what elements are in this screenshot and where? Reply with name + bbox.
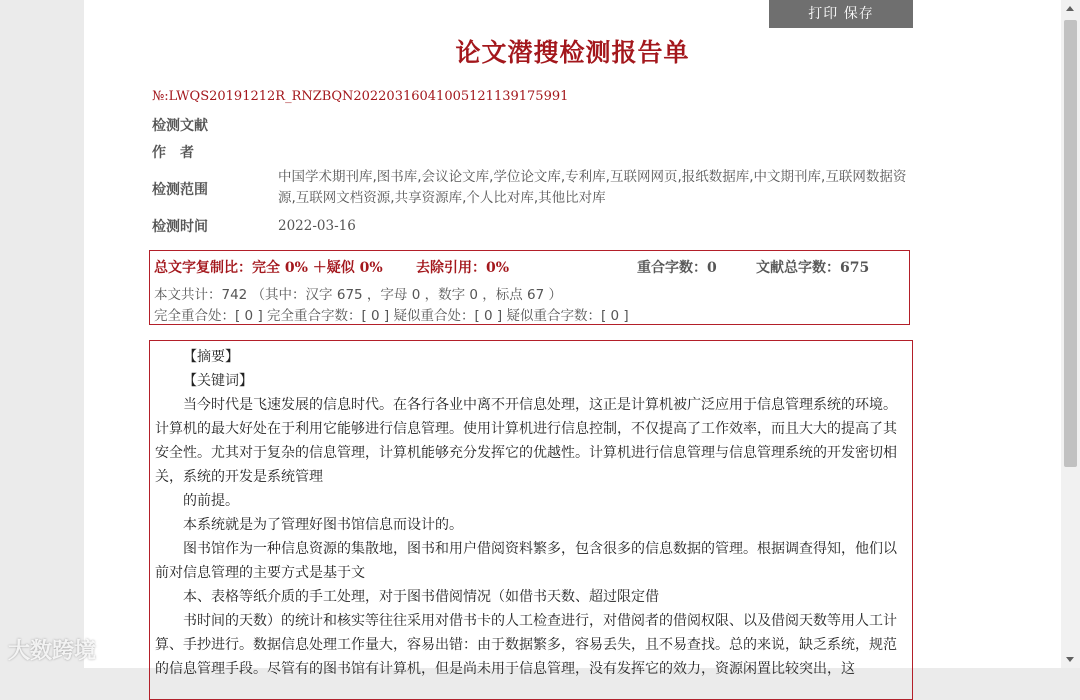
scroll-up-icon[interactable]: [1066, 6, 1074, 11]
summary-box: [149, 250, 910, 325]
content-paragraph: 本、表格等纸介质的手工处理，对于图书借阅情况（如借书天数、超过限定借: [183, 589, 659, 605]
watermark-logo: 大数跨境: [8, 639, 97, 664]
time-value: 2022-03-16: [278, 218, 356, 234]
content-paragraph: 当今时代是飞速发展的信息时代。在各行各业中离不开信息处理，这正是计算机被广泛应用于信息管理系统的环境。计算机的最大好处在于利用它能够进行信息管理。使用计算机进行信息控制，不仅提高了工作效率，而且大大的提高了其安全性。尤其对于复杂的信息管理，计算机能够充分发挥它的优越性。计算机进行信息管理与信息管理系统的开发密切相关，系统的开发是系统管理: [155, 397, 897, 485]
vertical-scrollbar[interactable]: [1061, 0, 1080, 668]
report-page: [84, 0, 1061, 677]
author-label: 作 者: [152, 145, 194, 161]
report-title: 论文潜搜检测报告单: [455, 38, 690, 67]
print-save-button[interactable]: 打印 保存: [769, 0, 913, 28]
content-paragraph: 的前提。: [183, 493, 239, 509]
content-paragraph: 图书馆作为一种信息资源的集散地，图书和用户借阅资料繁多，包含很多的信息数据的管理。根据调查得知，他们以前对信息管理的主要方式是基于文: [155, 541, 897, 581]
content-paragraph: 本系统就是为了管理好图书馆信息而设计的。: [183, 517, 463, 533]
content-box: [149, 340, 913, 700]
scroll-thumb[interactable]: [1064, 20, 1077, 467]
abstract-heading: 【摘要】: [183, 349, 239, 365]
exclude-ref-ratio: 去除引用：0%: [416, 260, 510, 276]
keywords-heading: 【关键词】: [183, 373, 253, 389]
document-label: 检测文献: [152, 118, 208, 134]
overlap-line: 完全重合处：[ 0 ] 完全重合字数：[ 0 ] 疑似重合处：[ 0 ] 疑似重合字数：[ 0 ]: [154, 308, 629, 324]
stats-line: 本文共计：742 （其中：汉字 675 ，字母 0 ，数字 0 ，标点 67 ）: [154, 287, 563, 303]
scope-value: 中国学术期刊库,图书库,会议论文库,学位论文库,专利库,互联网网页,报纸数据库,中文期刊库,互联网数据资源,互联网文档资源,共享资源库,个人比对库,其他比对库: [278, 169, 907, 206]
report-number: №:LWQS20191212R_RNZBQN20220316041005121139175991: [152, 89, 569, 104]
scroll-down-icon[interactable]: [1066, 657, 1074, 662]
overlap-chars: 重合字数：0: [637, 260, 717, 276]
content-paragraph: 书时间的天数）的统计和核实等往往采用对借书卡的人工检查进行，对借阅者的借阅权限、以及借阅天数等用人工计算、手抄进行。数据信息处理工作量大，容易出错：由于数据繁多，容易丢失，且不易查找。总的来说，缺乏系统，规范的信息管理手段。尽管有的图书馆有计算机，但是尚未用于信息管理，没有发挥它的效力，资源闲置比较突出，这: [155, 613, 897, 677]
time-label: 检测时间: [152, 219, 208, 235]
total-chars: 文献总字数：675: [756, 260, 870, 276]
copy-ratio: 总文字复制比：完全 0% ＋疑似 0%: [154, 260, 383, 276]
scope-label: 检测范围: [152, 182, 208, 198]
